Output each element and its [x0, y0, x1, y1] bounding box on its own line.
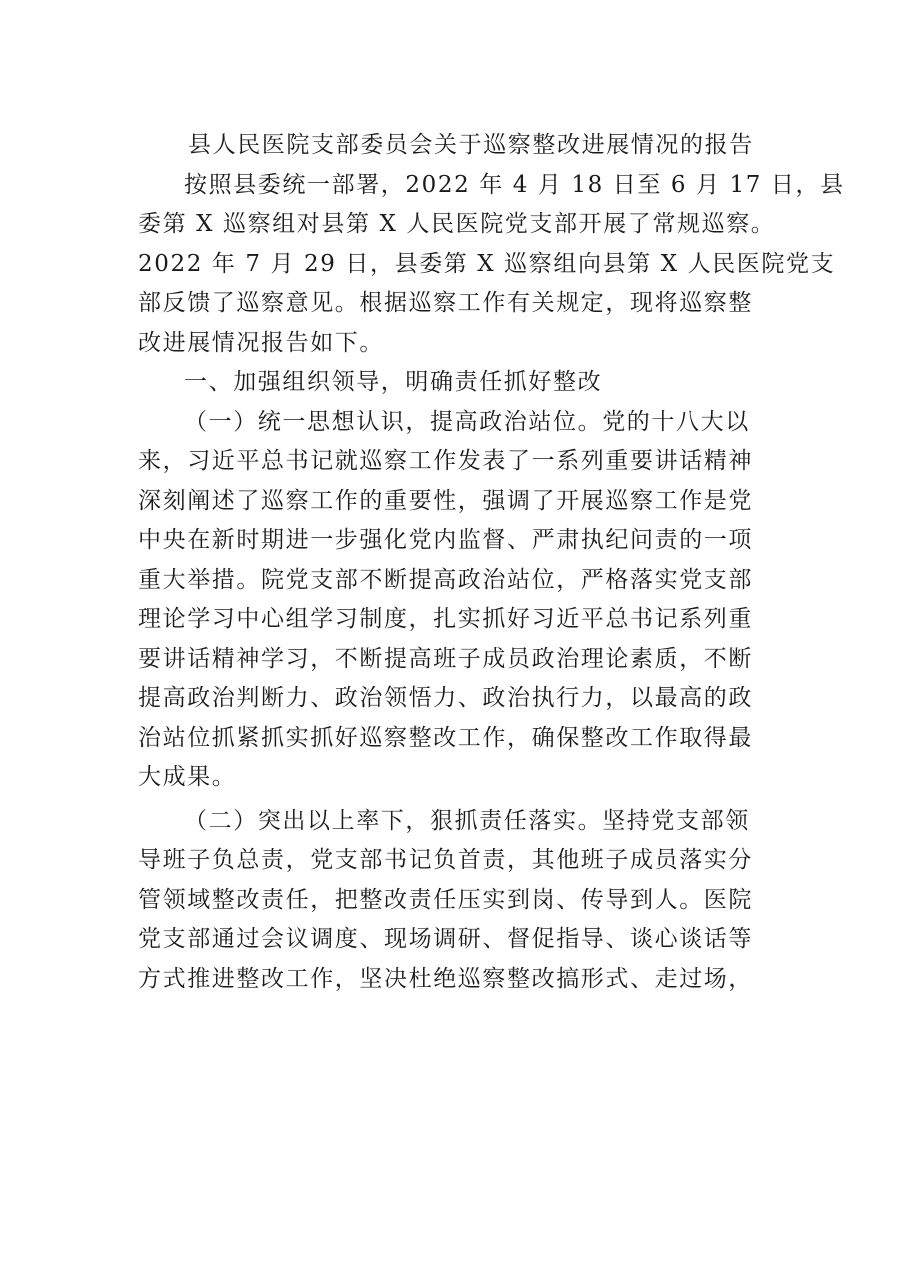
paragraph-3-line-5: 方式推进整改工作，坚决杜绝巡察整改搞形式、走过场， [138, 965, 753, 992]
document-body [138, 126, 845, 999]
paragraph-2-line-9: 治站位抓紧抓实抓好巡察整改工作，确保整改工作取得最 [138, 724, 753, 751]
paragraph-2-line-1: （一）统一思想认识，提高政治站位。党的十八大以 [184, 408, 750, 435]
document-title: 县人民医院支部委员会关于巡察整改进展情况的报告 [188, 132, 754, 158]
paragraph-3-line-1: （二）突出以上率下，狠抓责任落实。坚持党支部领 [184, 807, 750, 834]
paragraph-2-line-10: 大成果。 [138, 764, 237, 790]
paragraph-3-line-3: 管领域整改责任，把整改责任压实到岗、传导到人。医院 [138, 886, 753, 913]
paragraph-2-line-8: 提高政治判断力、政治领悟力、政治执行力，以最高的政 [138, 685, 753, 711]
paragraph-1-line-3: 2022 年 7 月 29 日，县委第 X 巡察组向县第 X 人民医院党支 [138, 250, 836, 277]
paragraph-1-line-2: 委第 X 巡察组对县第 X 人民医院党支部开展了常规巡察。 [138, 211, 776, 237]
paragraph-2-line-6: 理论学习中心组学习制度，扎实抓好习近平总书记系列重 [138, 606, 753, 632]
paragraph-1-line-1: 按照县委统一部署，2022 年 4 月 18 日至 6 月 17 日，县 [184, 171, 845, 198]
section-heading-1: 一、加强组织领导，明确责任抓好整改 [184, 369, 603, 395]
paragraph-2-line-2: 来，习近平总书记就巡察工作发表了一系列重要讲话精神 [138, 448, 753, 474]
paragraph-2-line-4: 中央在新时期进一步强化党内监督、严肃执纪问责的一项 [138, 527, 753, 553]
paragraph-1-line-4: 部反馈了巡察意见。根据巡察工作有关规定，现将巡察整 [138, 290, 753, 316]
paragraph-3-line-4: 党支部通过会议调度、现场调研、督促指导、谈心谈话等 [138, 926, 753, 952]
paragraph-2-line-5: 重大举措。院党支部不断提高政治站位，严格落实党支部 [138, 566, 753, 593]
paragraph-2-line-7: 要讲话精神学习，不断提高班子成员政治理论素质，不断 [138, 645, 753, 672]
paragraph-3-line-2: 导班子负总责，党支部书记负首责，其他班子成员落实分 [138, 847, 753, 873]
paragraph-1-line-5: 改进展情况报告如下。 [138, 329, 384, 356]
paragraph-2-line-3: 深刻阐述了巡察工作的重要性，强调了开展巡察工作是党 [138, 487, 753, 514]
